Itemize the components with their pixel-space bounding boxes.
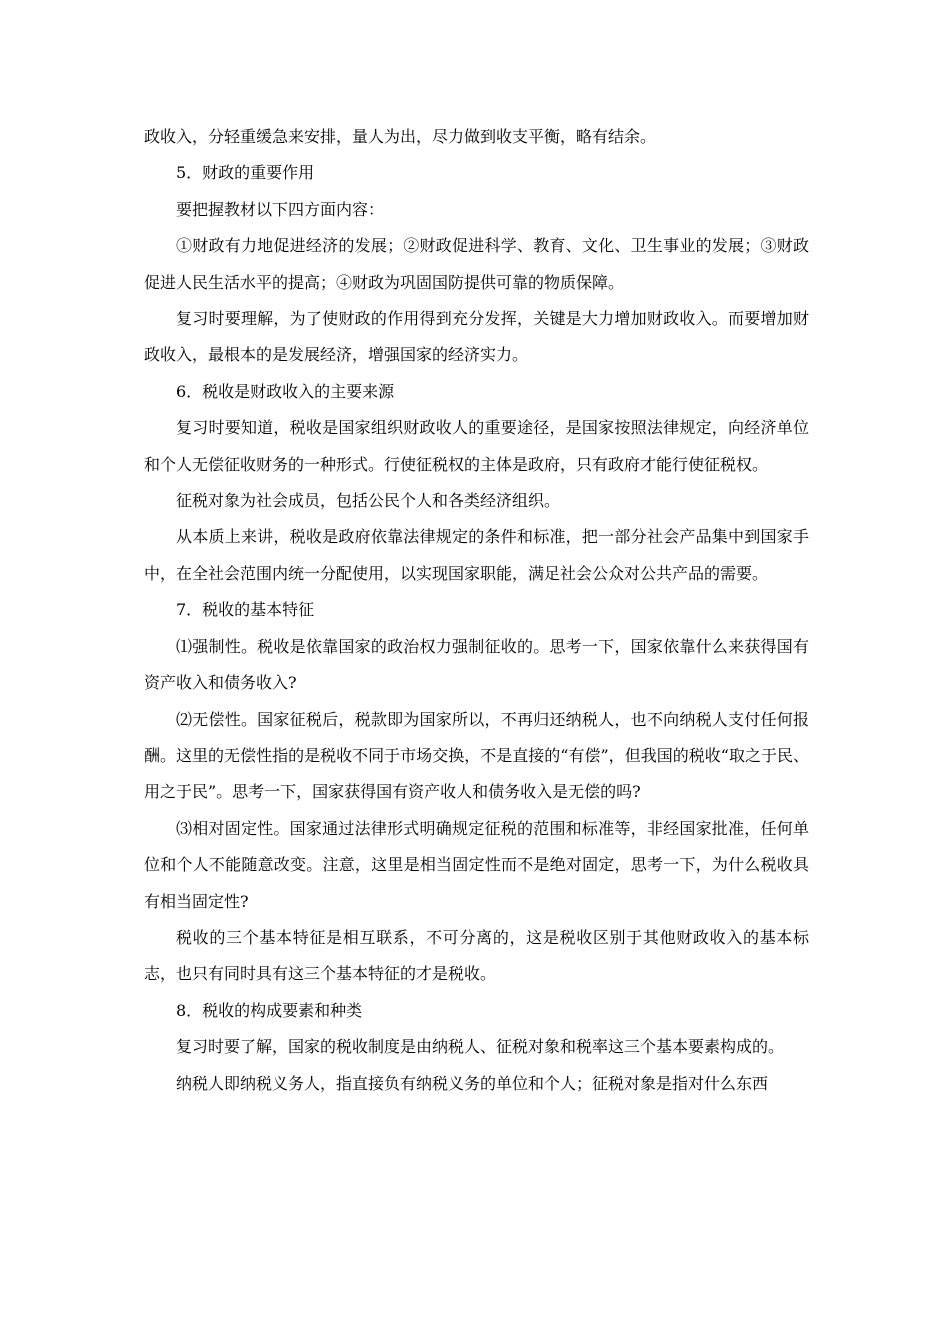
paragraph: ⑵无偿性。国家征税后，税款即为国家所以，不再归还纳税人，也不向纳税人支付任何报酬。这里的无偿性指的是税收不同于市场交换，不是直接的“有偿”，但我国的税收“取之于民、用之于民”。思考一下，国家获得国有资产收人和债务收入是无偿的吗? [144, 709, 809, 802]
paragraph: 复习时要了解，国家的税收制度是由纳税人、征税对象和税率这三个基本要素构成的。 [176, 1037, 785, 1057]
section-heading-7: 7．税收的基本特征 [176, 600, 315, 620]
paragraph: 复习时要理解，为了使财政的作用得到充分发挥，关键是大力增加财政收入。而要增加财政收入，最根本的是发展经济，增强国家的经济实力。 [144, 309, 809, 365]
paragraph: 要把握教材以下四方面内容： [176, 199, 385, 219]
paragraph: ①财政有力地促进经济的发展；②财政促进科学、教育、文化、卫生事业的发展；③财政促进人民生活水平的提高；④财政为巩固国防提供可靠的物质保障。 [144, 236, 809, 292]
paragraph: 复习时要知道，税收是国家组织财政收人的重要途径，是国家按照法律规定，向经济单位和个人无偿征收财务的一种形式。行使征税权的主体是政府，只有政府才能行使征税权。 [144, 418, 809, 474]
section-heading-8: 8．税收的构成要素和种类 [176, 1000, 363, 1020]
paragraph: ⑴强制性。税收是依靠国家的政治权力强制征收的。思考一下，国家依靠什么来获得国有资产收入和债务收入? [144, 636, 809, 693]
paragraph: 纳税人即纳税义务人，指直接负有纳税义务的单位和个人；征税对象是指对什么东西 [176, 1073, 769, 1093]
paragraph: ⑶相对固定性。国家通过法律形式明确规定征税的范围和标准等，非经国家批准，任何单位和个人不能随意改变。注意，这里是相当固定性而不是绝对固定，思考一下，为什么税收具有相当固定性? [144, 818, 809, 911]
paragraph-continuation: 政收入，分轻重缓急来安排，量人为出，尽力做到收支平衡，略有结余。 [144, 127, 657, 146]
paragraph: 从本质上来讲，税收是政府依靠法律规定的条件和标准，把一部分社会产品集中到国家手中，在全社会范围内统一分配使用，以实现国家职能，满足社会公众对公共产品的需要。 [144, 527, 809, 583]
section-heading-6: 6．税收是财政收入的主要来源 [176, 381, 395, 401]
document-page [144, 119, 809, 1102]
section-heading-5: 5．财政的重要作用 [176, 163, 315, 183]
paragraph: 征税对象为社会成员，包括公民个人和各类经济组织。 [176, 491, 561, 511]
paragraph: 税收的三个基本特征是相互联系，不可分离的，这是税收区别于其他财政收入的基本标志，也只有同时具有这三个基本特征的才是税收。 [144, 927, 809, 984]
